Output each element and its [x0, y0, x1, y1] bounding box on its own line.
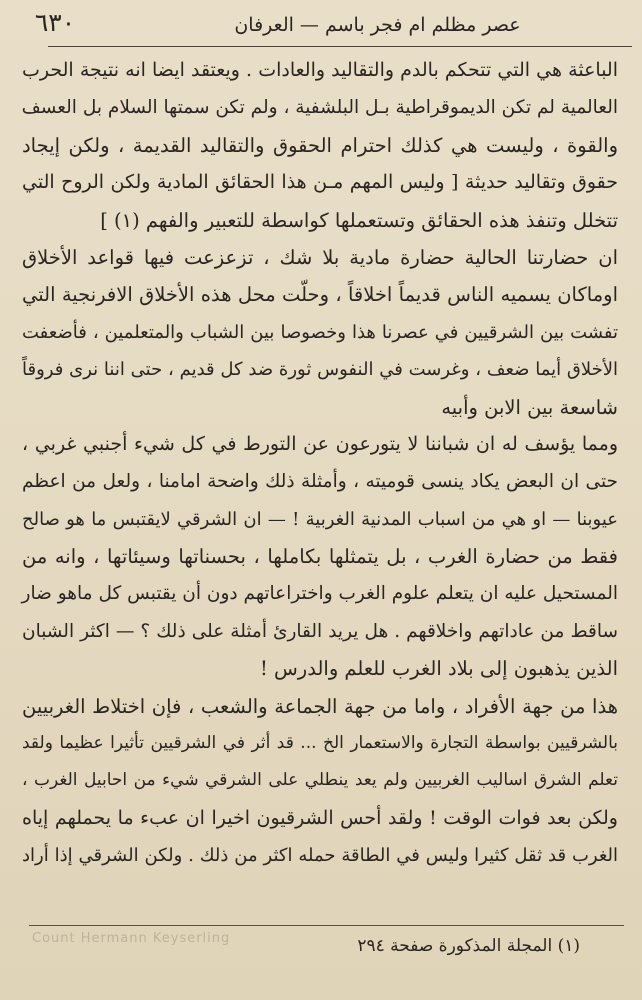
- text-line: تفشت بين الشرقيين في عصرنا هذا وخصوصا بين الشباب والمتعلمين ، فأضعفت: [22, 321, 618, 343]
- text-line: فقط من حضارة الغرب ، بل يتمثلها بكاملها ، بحسناتها وسيئاتها ، وانه من: [22, 545, 618, 569]
- text-line: تتخلل وتنفذ هذه الحقائق وتستعملها كواسطة للتعبير والفهم (١) ]: [100, 208, 618, 232]
- page-header: [0, 0, 642, 48]
- text-line: ولكن بعد فوات الوقت ! ولقد أحس الشرقيون اخيرا ان عبء ما يحملهم إياه: [22, 806, 618, 829]
- text-line: تعلم الشرق اساليب الغربيين ولم يعد ينطلي على الشرقي شيء من احابيل الغرب ،: [22, 770, 618, 791]
- header-rule: [48, 46, 632, 47]
- text-line: الغرب قد ثقل كثيرا وليس في الطاقة حمله اكثر من ذلك . ولكن الشرقي إذا أراد: [22, 845, 618, 867]
- text-line: شاسعة بين الابن وأبيه: [441, 395, 618, 419]
- text-line: اوماكان يسميه الناس قديماً اخلاقاً ، وحلّت محل هذه الأخلاق الافرنجية التي: [22, 283, 618, 307]
- text-line: حتى ان البعض يكاد ينسى قوميته ، وأمثلة ذلك واضحة امامنا ، ولعل من اعظم: [22, 471, 618, 493]
- text-line: العالمية لم تكن الديموقراطية بـل البلشفية ، ولم تكن سمتها السلام بل العسف: [21, 97, 618, 119]
- body-text: [22, 52, 618, 875]
- text-line: عيوبنا — او هي من اسباب المدنية الغربية ! — ان الشرقي لايقتبس ما هو صالح: [22, 508, 618, 530]
- page-number: ٦٣٠: [34, 8, 76, 37]
- footnote-rule: [29, 925, 624, 926]
- text-line: الباعثة هي التي تتحكم بالدم والتقاليد والعادات . ويعتقد ايضا انه نتيجة الحرب: [22, 59, 618, 81]
- text-line: ومما يؤسف له ان شباننا لا يتورعون عن التورط في كل شيء أجنبي غربي ،: [22, 432, 618, 455]
- text-line: المستحيل عليه ان يتعلم علوم الغرب واختراعاتهم دون أن يقتبس كل ماهو ضار: [21, 583, 618, 605]
- text-line: الأخلاق أيما ضعف ، وغرست في النفوس ثورة ضد كل قديم ، حتى اننا نرى فروقاً: [22, 359, 618, 381]
- text-line: هذا من جهة الأفراد ، واما من جهة الجماعة والشعب ، فإن اختلاط الغربيين: [22, 694, 618, 718]
- text-line: بالشرقيين بواسطة التجارة والاستعمار الخ ... قد أثر في الشرقيين تأثيرا عظيما ولقد: [22, 733, 618, 754]
- footnote-text: (١) المجلة المذكورة صفحة ٢٩٤: [357, 936, 580, 956]
- text-line: ساقط من عاداتهم واخلاقهم . هل يريد القارئ أمثلة على ذلك ؟ — اكثر الشبان: [22, 620, 618, 642]
- bleed-through-text: Count Hermann Keyserling: [32, 931, 231, 946]
- text-line: والقوة ، وليست هي كذلك احترام الحقوق والتقاليد القديمة ، ولكن إيجاد: [22, 133, 618, 157]
- text-line: الذين يذهبون إلى بلاد الغرب للعلم والدرس !: [259, 657, 618, 681]
- text-line: ان حضارتنا الحالية حضارة مادية بلا شك ، تزعزعت فيها قواعد الأخلاق: [22, 245, 618, 269]
- text-line: حقوق وتقاليد حديثة [ وليس المهم مـن هذا الحقائق المادية ولكن الروح التي: [22, 171, 618, 194]
- footnote-section: [24, 925, 624, 1000]
- running-title: عصر مظلم ام فجر باسم — العرفان: [234, 14, 521, 36]
